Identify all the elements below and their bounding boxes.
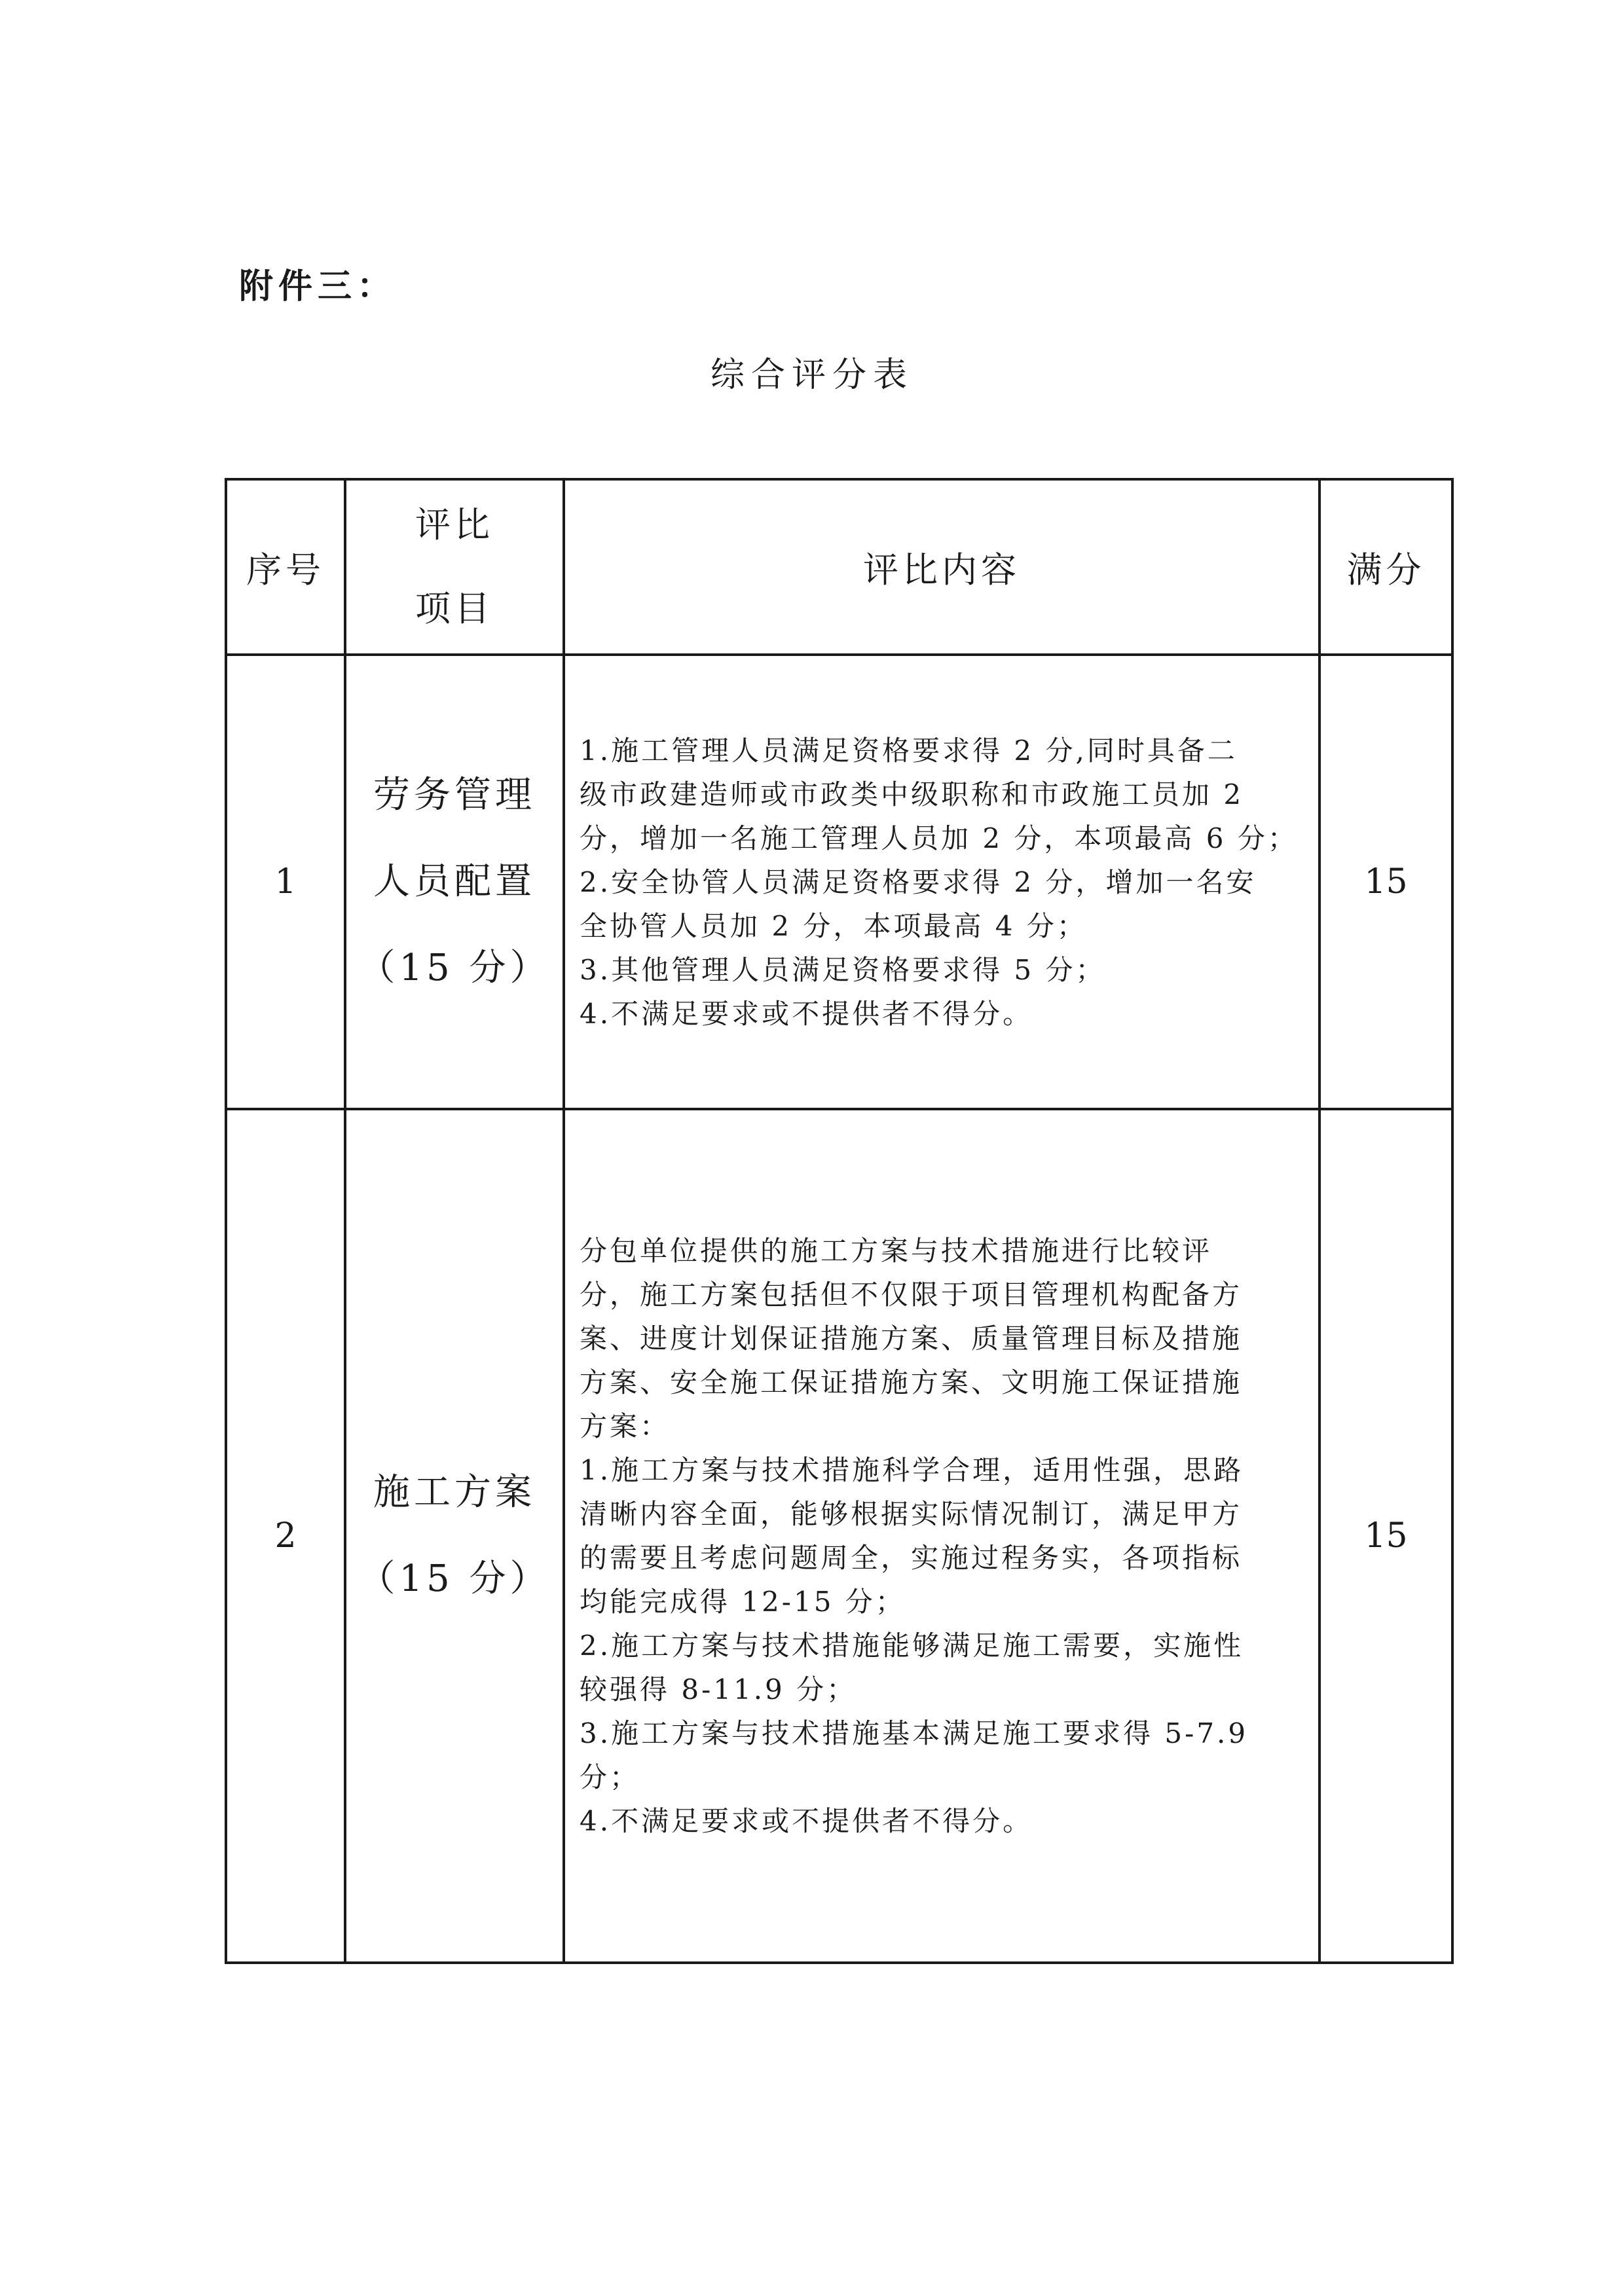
row-full-score: 15 [1320,655,1452,1109]
content-line: 全协管人员加 2 分，本项最高 4 分； [580,909,1087,942]
table-header-row [226,479,1452,655]
scoring-table [225,478,1454,1964]
content-line: 4.不满足要求或不提供者不得分。 [580,1805,1033,1837]
content-line: 分，增加一名施工管理人员加 2 分，本项最高 6 分； [580,822,1298,854]
content-line: 较强得 8-11.9 分； [580,1673,857,1705]
content-line: 级市政建造师或市政类中级职称和市政施工员加 2 [580,778,1244,811]
row-item-line: （15 分） [358,1558,551,1600]
row-item-line: 施工方案 [373,1471,536,1514]
attachment-label: 附件三： [239,267,397,306]
row-item-line: 劳务管理 [373,774,536,816]
content-line: 3.其他管理人员满足资格要求得 5 分； [580,953,1106,986]
content-line: 分； [580,1761,640,1793]
row-item [345,655,564,1109]
row-item-line: （15 分） [358,947,551,989]
content-line: 清晰内容全面，能够根据实际情况制订，满足甲方 [580,1498,1243,1530]
content-line: 1.施工管理人员满足资格要求得 2 分,同时具备二 [580,734,1238,767]
row-content [564,1109,1320,1963]
content-line: 均能完成得 12-15 分； [580,1586,906,1618]
header-item-line2: 项目 [415,588,494,629]
row-item-line: 人员配置 [373,860,536,903]
table-row [226,1109,1452,1963]
content-line: 分，施工方案包括但不仅限于项目管理机构配备方 [580,1279,1243,1311]
content-line: 分包单位提供的施工方案与技术措施进行比较评 [580,1235,1213,1267]
content-line: 案、进度计划保证措施方案、质量管理目标及措施 [580,1322,1243,1355]
content-line: 2.安全协管人员满足资格要求得 2 分，增加一名安 [580,866,1257,898]
content-line: 方案： [580,1410,671,1442]
content-line: 4.不满足要求或不提供者不得分。 [580,997,1033,1030]
row-item [345,1109,564,1963]
content-line: 2.施工方案与技术措施能够满足施工需要，实施性 [580,1630,1244,1662]
content-line: 3.施工方案与技术措施基本满足施工要求得 5-7.9 [580,1717,1249,1749]
content-line: 方案、安全施工保证措施方案、文明施工保证措施 [580,1366,1243,1398]
header-content: 评比内容 [564,479,1320,655]
header-item [345,479,564,655]
header-item-line1: 评比 [415,504,494,545]
header-seq: 序号 [226,479,345,655]
row-full-score: 15 [1320,1109,1452,1963]
content-line: 1.施工方案与技术措施科学合理，适用性强，思路 [580,1454,1244,1486]
row-content [564,655,1320,1109]
header-full-score: 满分 [1320,479,1452,655]
table-row [226,655,1452,1109]
content-line: 的需要且考虑问题周全，实施过程务实，各项指标 [580,1542,1243,1574]
row-seq: 1 [226,655,345,1109]
page-title: 综合评分表 [710,355,913,395]
row-seq: 2 [226,1109,345,1963]
